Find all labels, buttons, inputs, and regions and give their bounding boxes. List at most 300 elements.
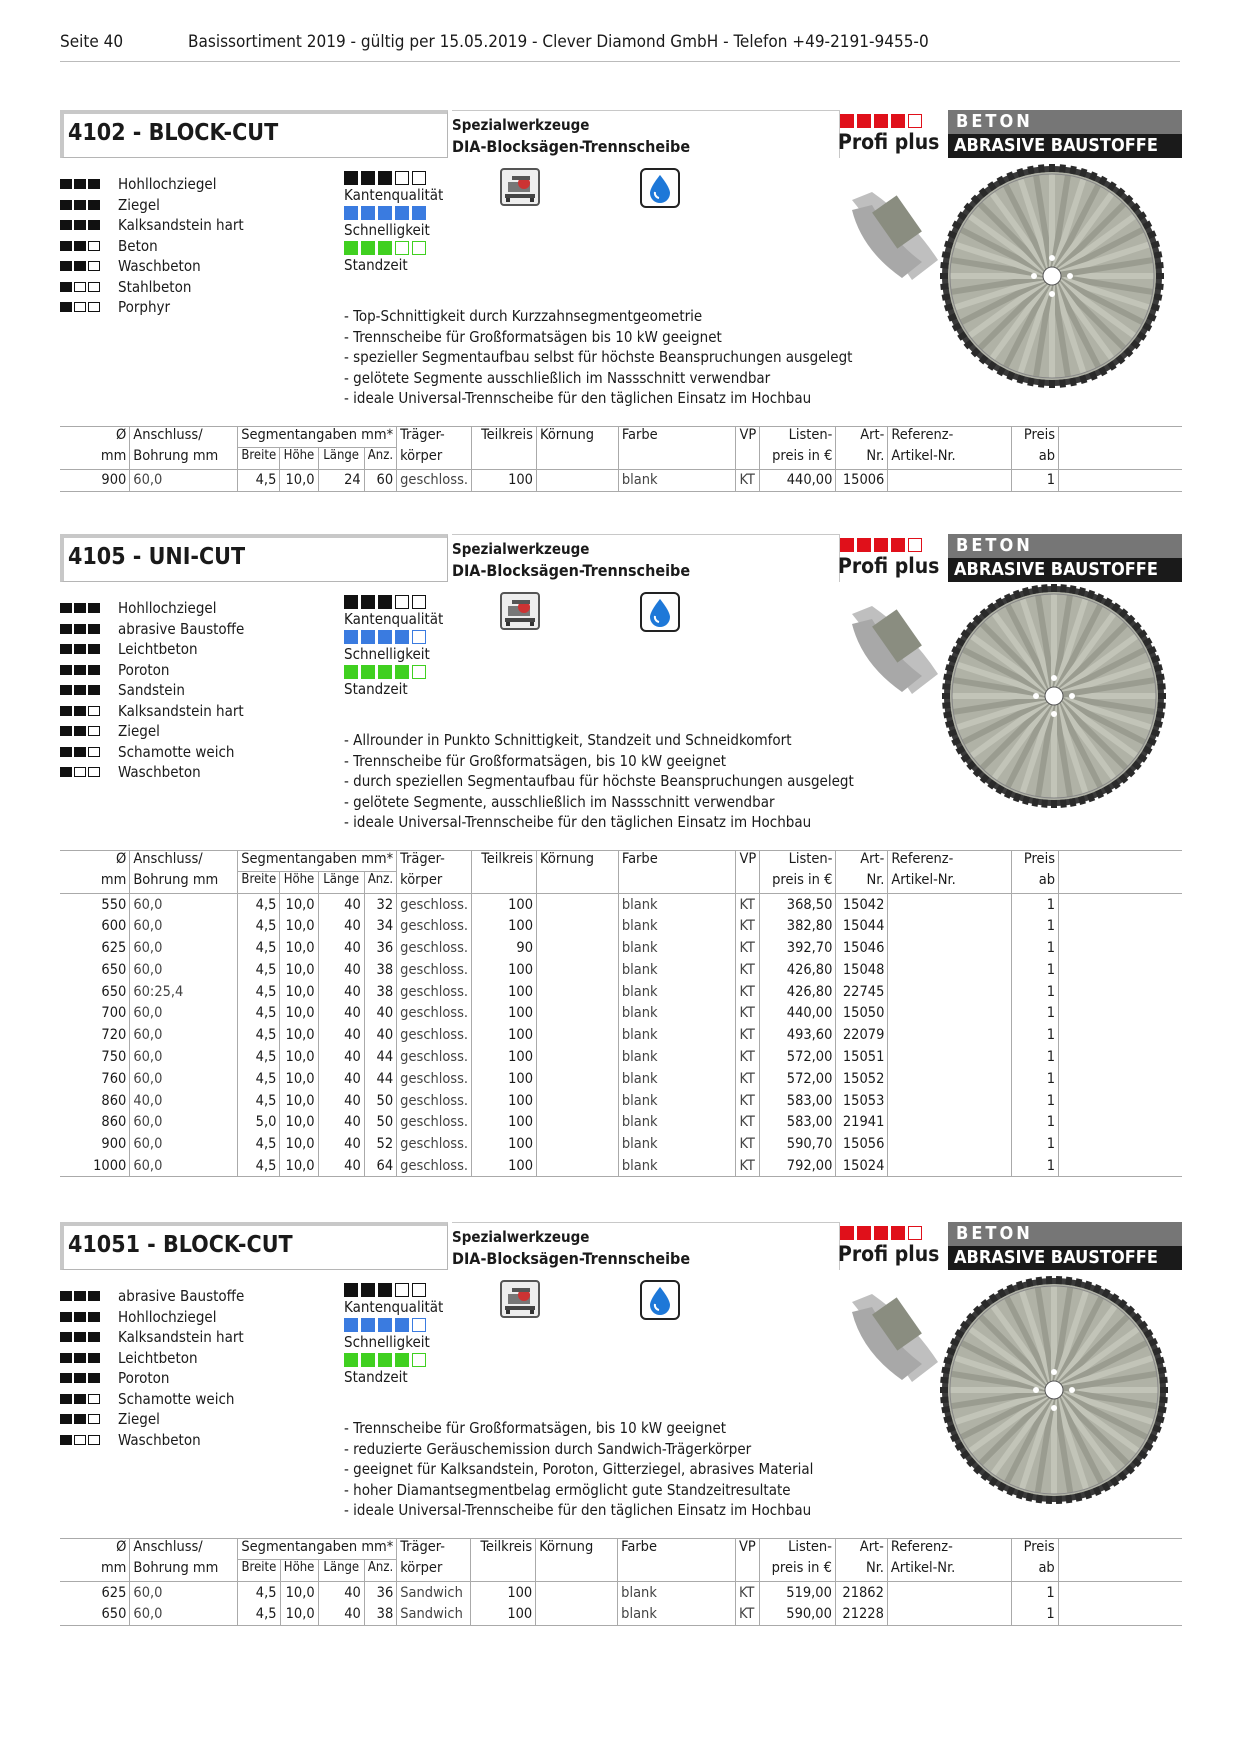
material-item (60, 236, 244, 257)
material-name: Stahlbeton (118, 277, 192, 296)
level-box (74, 644, 86, 654)
material-name: Ziegel (118, 1410, 160, 1429)
cell-teilkreis: 100 (472, 915, 537, 937)
feature-item: - Trennscheibe für Großformatsägen bis 10 kW geeignet (344, 327, 722, 346)
level-box (74, 241, 86, 251)
level-box (88, 1353, 100, 1363)
rating-square (891, 1226, 905, 1240)
cell-preis: 572,00 (760, 1068, 836, 1090)
cell-artnr: 22745 (836, 981, 888, 1003)
quality-square (378, 1318, 392, 1332)
cell-ab: 1 (1012, 1133, 1059, 1155)
cell-dia: 550 (60, 894, 130, 916)
th-vp: VP (736, 427, 760, 448)
th-segment: Segmentangaben mm* (238, 427, 397, 448)
cell-teilkreis: 100 (472, 1090, 537, 1112)
th-ref: Referenz- (888, 851, 1012, 872)
cell-ref (888, 1046, 1012, 1068)
cell-bohrung: 60,0 (130, 937, 238, 959)
cell-dia: 1000 (60, 1155, 130, 1177)
quality-ratings (344, 170, 443, 276)
cell-traeger: geschloss. (397, 1133, 472, 1155)
level-box (88, 767, 100, 777)
quality-square (378, 595, 392, 609)
material-item (60, 1307, 244, 1328)
cell-preis: 493,60 (760, 1024, 836, 1046)
level-box (74, 1414, 86, 1424)
table-header-row (60, 427, 1182, 448)
cell-breite: 4,5 (238, 937, 280, 959)
cell-bohrung: 60,0 (130, 1046, 238, 1068)
material-name: Kalksandstein hart (118, 701, 244, 720)
th-farbe: Farbe (618, 1539, 736, 1560)
rating-square (874, 538, 888, 552)
schnell-label: Schnelligkeit (344, 645, 430, 663)
material-item (60, 680, 244, 701)
cell-farbe: blank (618, 981, 736, 1003)
cell-artnr: 15051 (836, 1046, 888, 1068)
material-level (60, 747, 118, 757)
quality-square (412, 241, 426, 255)
cell-empty (1059, 1068, 1182, 1090)
th-laenge: Länge (318, 872, 364, 894)
quality-square (395, 595, 409, 609)
cell-preis: 572,00 (760, 1046, 836, 1068)
level-box (88, 1312, 100, 1322)
th-empty (1059, 448, 1182, 470)
cell-dia: 860 (60, 1090, 130, 1112)
material-name: Leichtbeton (118, 1348, 198, 1367)
level-box (74, 603, 86, 613)
cell-teilkreis: 100 (472, 981, 537, 1003)
cell-bohrung: 60,0 (130, 470, 238, 492)
level-box (60, 1414, 72, 1424)
cell-vp: KT (736, 1046, 760, 1068)
quality-square (395, 1353, 409, 1367)
cell-laenge: 40 (318, 1603, 364, 1625)
level-box (60, 767, 72, 777)
level-box (60, 1394, 72, 1404)
cell-ab: 1 (1012, 1002, 1059, 1024)
th-empty (1059, 872, 1182, 894)
th-teilkreis: Teilkreis (472, 851, 537, 872)
subtitle-line1: Spezialwerkzeuge (452, 540, 590, 558)
level-box (60, 665, 72, 675)
rating-square (857, 114, 871, 128)
cell-hoehe: 10,0 (280, 1133, 318, 1155)
cell-ref (888, 1090, 1012, 1112)
kanten-label: Kantenqualität (344, 610, 444, 628)
cell-breite: 4,5 (238, 1024, 280, 1046)
quality-square (344, 1318, 358, 1332)
material-item (60, 1348, 244, 1369)
cell-empty (1059, 1155, 1182, 1177)
cell-vp: KT (736, 1068, 760, 1090)
level-box (88, 706, 100, 716)
level-box (60, 747, 72, 757)
schnell-label: Schnelligkeit (344, 221, 430, 239)
subtitle-line2: DIA-Blocksägen-Trennscheibe (452, 1249, 691, 1268)
th-ref: Referenz- (888, 427, 1012, 448)
quality-square (412, 171, 426, 185)
cell-preis: 382,80 (760, 915, 836, 937)
material-level (60, 767, 118, 777)
stand-label: Standzeit (344, 256, 408, 274)
level-box (74, 747, 86, 757)
cell-preis: 519,00 (759, 1582, 835, 1604)
level-box (74, 726, 86, 736)
cell-ab: 1 (1012, 1046, 1059, 1068)
feature-item: - geeignet für Kalksandstein, Poroton, Gitterziegel, abrasives Material (344, 1460, 814, 1478)
material-item (60, 1327, 244, 1348)
water-drop-icon (640, 592, 680, 632)
cell-koernung (537, 981, 619, 1003)
cell-traeger: geschloss. (397, 915, 472, 937)
cell-vp: KT (736, 959, 760, 981)
cell-traeger: geschloss. (397, 1155, 472, 1177)
material-level (60, 1291, 118, 1301)
cell-anz: 36 (364, 937, 396, 959)
cell-anz: 38 (364, 981, 396, 1003)
th-vp: VP (735, 1539, 759, 1560)
level-box (88, 1332, 100, 1342)
quality-square (378, 206, 392, 220)
cell-vp: KT (736, 470, 760, 492)
table-row (60, 981, 1182, 1003)
cell-teilkreis: 100 (472, 470, 537, 492)
cell-preis: 792,00 (760, 1155, 836, 1177)
rating-square (840, 1226, 854, 1240)
cell-koernung (536, 470, 618, 492)
quality-square (344, 595, 358, 609)
material-name: Sandstein (118, 681, 185, 700)
level-box (88, 624, 100, 634)
cell-breite: 4,5 (238, 915, 280, 937)
cell-koernung (537, 937, 619, 959)
cell-ab: 1 (1012, 1090, 1059, 1112)
cell-koernung (536, 1582, 618, 1604)
water-drop-icon (640, 1280, 680, 1320)
cell-ref (888, 1002, 1012, 1024)
cell-artnr: 15053 (836, 1090, 888, 1112)
cell-bohrung: 60:25,4 (130, 981, 238, 1003)
material-name: Hohllochziegel (118, 175, 217, 194)
th-farbe: Farbe (618, 851, 736, 872)
th-dia: Ø (60, 1539, 130, 1560)
level-box (88, 179, 100, 189)
cell-bohrung: 40,0 (130, 1090, 238, 1112)
quality-square (395, 206, 409, 220)
cell-anz: 52 (364, 1133, 396, 1155)
level-box (74, 1291, 86, 1301)
level-box (60, 1373, 72, 1383)
th-hoehe: Höhe (280, 1560, 318, 1582)
cell-breite: 4,5 (238, 1582, 280, 1604)
cell-bohrung: 60,0 (130, 1111, 238, 1133)
cell-laenge: 40 (318, 1111, 364, 1133)
quality-square (412, 665, 426, 679)
th-preis-in: preis in € (760, 448, 836, 470)
level-box (60, 726, 72, 736)
quality-square (361, 630, 375, 644)
material-level (60, 302, 118, 312)
cell-anz: 38 (364, 959, 396, 981)
level-box (88, 1373, 100, 1383)
cell-hoehe: 10,0 (280, 959, 318, 981)
table-header-row (60, 1539, 1182, 1560)
cell-breite: 4,5 (238, 1090, 280, 1112)
th-koernung: Körnung (536, 1539, 618, 1560)
cell-hoehe: 10,0 (280, 981, 318, 1003)
cell-dia: 625 (60, 937, 130, 959)
schnell-rating (344, 206, 443, 220)
cell-dia: 650 (60, 959, 130, 981)
cell-preis: 440,00 (760, 1002, 836, 1024)
cell-vp: KT (736, 894, 760, 916)
quality-square (361, 595, 375, 609)
cell-ab: 1 (1012, 981, 1059, 1003)
cell-farbe: blank (618, 1155, 736, 1177)
cell-anz: 38 (364, 1603, 396, 1625)
cell-farbe: blank (618, 937, 736, 959)
category-top: BETON (948, 110, 1182, 134)
th-mm: mm (60, 448, 130, 470)
th-blank (735, 1560, 759, 1582)
cell-koernung (537, 1002, 619, 1024)
quality-square (412, 1353, 426, 1367)
cell-traeger: geschloss. (397, 1046, 472, 1068)
level-box (88, 1435, 100, 1445)
cell-laenge: 40 (318, 1155, 364, 1177)
th-listen: Listen- (759, 1539, 835, 1560)
material-name: abrasive Baustoffe (118, 619, 245, 638)
cell-koernung (537, 1111, 619, 1133)
cell-ab: 1 (1012, 1024, 1059, 1046)
cell-anz: 36 (364, 1582, 396, 1604)
feature-item: - Allrounder in Punkto Schnittigkeit, Standzeit und Schneidkomfort (344, 731, 792, 749)
cell-teilkreis: 100 (472, 1111, 537, 1133)
cell-traeger: geschloss. (397, 1068, 472, 1090)
cell-hoehe: 10,0 (280, 470, 318, 492)
cell-ref (887, 1582, 1011, 1604)
saw-machine-icon (500, 592, 540, 630)
cell-preis: 392,70 (760, 937, 836, 959)
th-laenge: Länge (318, 1560, 364, 1582)
level-box (60, 603, 72, 613)
cell-bohrung: 60,0 (130, 894, 238, 916)
th-preis-in: preis in € (759, 1560, 835, 1582)
table-row (60, 1090, 1182, 1112)
th-empty (1058, 1539, 1182, 1560)
profi-label: Profi plus (838, 554, 940, 578)
material-name: Beton (118, 236, 158, 255)
page-header (60, 30, 1180, 62)
disc-photo (940, 164, 1164, 392)
material-item (60, 660, 244, 681)
table-row (60, 1155, 1182, 1177)
material-item (60, 1368, 244, 1389)
category-badge (948, 110, 1182, 158)
kanten-rating (344, 1283, 443, 1297)
level-box (74, 1353, 86, 1363)
cell-empty (1059, 470, 1182, 492)
cell-breite: 4,5 (238, 1603, 280, 1625)
material-name: Waschbeton (118, 763, 201, 782)
quality-square (378, 1283, 392, 1297)
cell-ab: 1 (1012, 470, 1059, 492)
th-koerper: körper (397, 448, 472, 470)
feature-list (344, 730, 854, 833)
material-level (60, 241, 118, 251)
cell-preis: 426,80 (760, 981, 836, 1003)
cell-farbe: blank (618, 959, 736, 981)
th-laenge: Länge (318, 448, 364, 470)
feature-item: - Top-Schnittigkeit durch Kurzzahnsegmentgeometrie (344, 307, 703, 325)
th-segment: Segmentangaben mm* (238, 1539, 397, 1560)
cell-laenge: 40 (318, 915, 364, 937)
cell-traeger: geschloss. (397, 937, 472, 959)
cell-bohrung: 60,0 (130, 959, 238, 981)
quality-square (395, 630, 409, 644)
table-row (60, 1603, 1182, 1625)
th-blank (471, 1560, 536, 1582)
material-item (60, 1409, 244, 1430)
level-box (88, 1394, 100, 1404)
material-name: Waschbeton (118, 257, 201, 276)
schnell-rating (344, 630, 443, 644)
th-artikel-nr: Artikel-Nr. (887, 1560, 1011, 1582)
quality-square (361, 171, 375, 185)
cell-ab: 1 (1012, 1068, 1059, 1090)
kanten-label: Kantenqualität (344, 1298, 444, 1316)
quality-square (361, 241, 375, 255)
th-preis-in: preis in € (760, 872, 836, 894)
material-name: Hohllochziegel (118, 1307, 217, 1326)
category-badge (948, 534, 1182, 582)
cell-vp: KT (736, 937, 760, 959)
cell-laenge: 40 (318, 1582, 364, 1604)
th-anschluss: Anschluss/ (130, 1539, 238, 1560)
cell-laenge: 40 (318, 1024, 364, 1046)
cell-anz: 50 (364, 1111, 396, 1133)
cell-farbe: blank (618, 1133, 736, 1155)
th-nr: Nr. (836, 448, 888, 470)
table-header-row-2 (60, 1560, 1182, 1582)
cell-artnr: 15024 (836, 1155, 888, 1177)
level-box (88, 200, 100, 210)
cell-laenge: 40 (318, 1090, 364, 1112)
rating-square (840, 114, 854, 128)
table-row (60, 1582, 1182, 1604)
material-item (60, 215, 244, 236)
cell-anz: 40 (364, 1002, 396, 1024)
cell-vp: KT (736, 1133, 760, 1155)
cell-anz: 40 (364, 1024, 396, 1046)
level-box (60, 302, 72, 312)
cell-preis: 426,80 (760, 959, 836, 981)
th-listen: Listen- (760, 427, 836, 448)
quality-square (412, 206, 426, 220)
product-title: 41051 - BLOCK-CUT (60, 1222, 448, 1270)
material-name: Schamotte weich (118, 742, 235, 761)
th-teilkreis: Teilkreis (471, 1539, 536, 1560)
cell-ref (888, 1111, 1012, 1133)
disc-photo (940, 1276, 1168, 1508)
cell-dia: 860 (60, 1111, 130, 1133)
cell-teilkreis: 100 (472, 1155, 537, 1177)
cell-dia: 720 (60, 1024, 130, 1046)
cell-artnr: 22079 (836, 1024, 888, 1046)
cell-laenge: 40 (318, 1002, 364, 1024)
level-box (88, 747, 100, 757)
th-dia: Ø (60, 427, 130, 448)
feature-item: - ideale Universal-Trennscheibe für den täglichen Einsatz im Hochbau (344, 1501, 812, 1519)
feature-list (344, 306, 852, 409)
cell-farbe: blank (618, 1046, 736, 1068)
level-box (60, 282, 72, 292)
cell-koernung (537, 1068, 619, 1090)
cell-laenge: 40 (318, 981, 364, 1003)
product-title: 4102 - BLOCK-CUT (60, 110, 448, 158)
quality-square (361, 206, 375, 220)
level-box (88, 220, 100, 230)
cell-vp: KT (736, 981, 760, 1003)
cell-laenge: 24 (318, 470, 364, 492)
th-anschluss: Anschluss/ (130, 427, 238, 448)
quality-square (344, 241, 358, 255)
cell-artnr: 21228 (835, 1603, 887, 1625)
cell-breite: 4,5 (238, 1155, 280, 1177)
rating-square (857, 1226, 871, 1240)
level-box (60, 1312, 72, 1322)
th-traeger: Träger- (397, 427, 472, 448)
quality-square (378, 241, 392, 255)
th-art: Art- (836, 427, 888, 448)
table-row (60, 1002, 1182, 1024)
cell-farbe: blank (618, 470, 736, 492)
th-bohrung: Bohrung mm (130, 448, 238, 470)
quality-square (344, 206, 358, 220)
material-level (60, 179, 118, 189)
profi-rating (840, 114, 922, 128)
quality-square (361, 665, 375, 679)
table-row (60, 1068, 1182, 1090)
cell-ref (888, 1024, 1012, 1046)
table-row (60, 959, 1182, 981)
quality-square (412, 1318, 426, 1332)
table-row (60, 1111, 1182, 1133)
level-box (74, 1394, 86, 1404)
level-box (60, 1332, 72, 1342)
cell-laenge: 40 (318, 894, 364, 916)
feature-item: - ideale Universal-Trennscheibe für den täglichen Einsatz im Hochbau (344, 813, 812, 831)
level-box (88, 665, 100, 675)
material-name: Waschbeton (118, 1430, 201, 1449)
cell-dia: 650 (60, 981, 130, 1003)
material-name: Kalksandstein hart (118, 216, 244, 235)
level-box (74, 200, 86, 210)
table-row (60, 915, 1182, 937)
th-bohrung: Bohrung mm (130, 872, 238, 894)
material-list (60, 174, 244, 318)
cell-farbe: blank (618, 915, 736, 937)
cell-preis: 583,00 (760, 1111, 836, 1133)
cell-hoehe: 10,0 (280, 1002, 318, 1024)
th-traeger: Träger- (397, 1539, 471, 1560)
quality-square (395, 1283, 409, 1297)
material-item (60, 701, 244, 722)
quality-square (395, 665, 409, 679)
